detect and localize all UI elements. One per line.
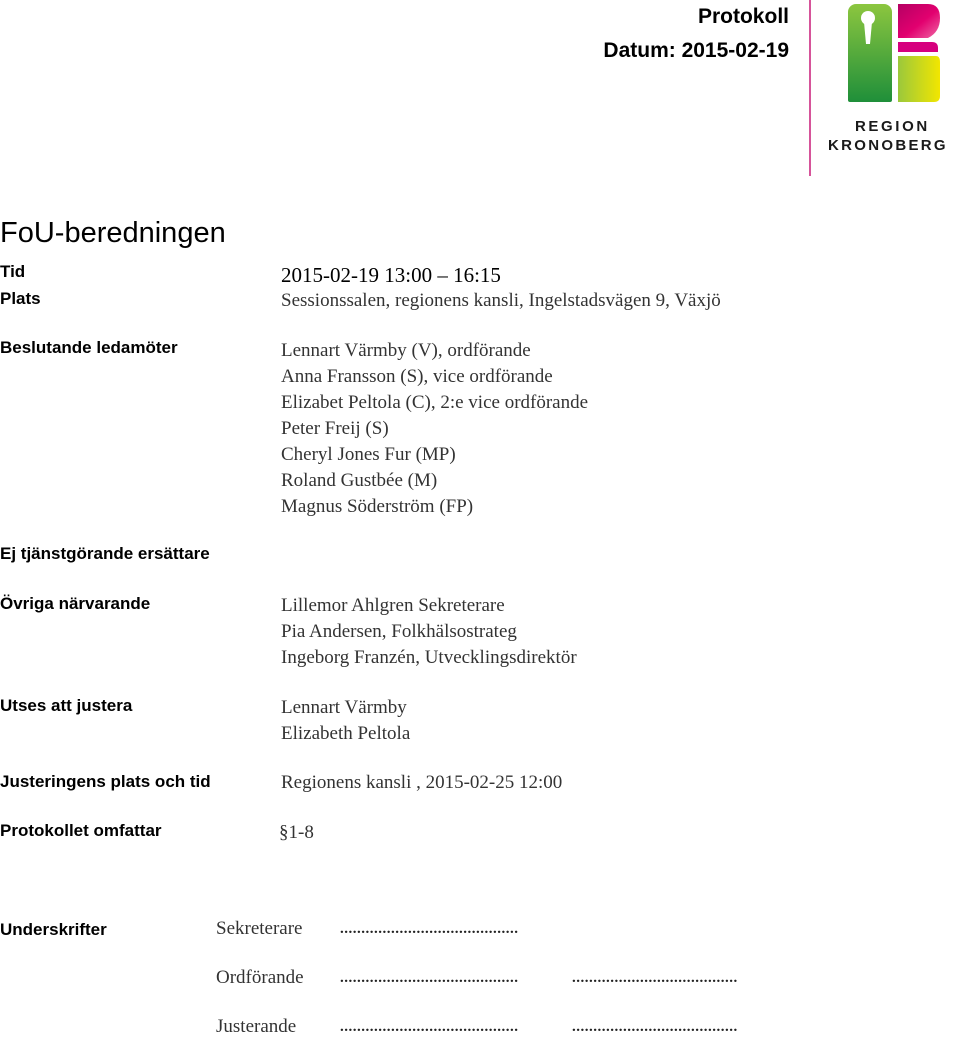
ovriga-list — [281, 593, 577, 671]
label-omfattar: Protokollet omfattar — [0, 821, 162, 840]
section-sign-icon: § — [279, 822, 289, 843]
label-ersattare: Ej tjänstgörande ersättare — [0, 544, 210, 563]
section-range: 1-8 — [288, 822, 314, 843]
value-tid: 2015-02-19 13:00 – 16:15 — [281, 263, 501, 287]
value-omfattar — [279, 820, 314, 846]
label-beslutande: Beslutande ledamöter — [0, 338, 178, 357]
adjuster-line: Lennart Värmby — [281, 697, 407, 718]
member-line: Anna Fransson (S), vice ordförande — [281, 366, 553, 387]
logo-wordmark — [828, 117, 960, 155]
member-line: Peter Freij (S) — [281, 418, 389, 439]
value-justering: Regionens kansli , 2015-02-25 12:00 — [281, 772, 563, 793]
signature-line: ....................................... — [572, 970, 738, 986]
logo-mark-icon — [828, 0, 960, 112]
justera-list — [281, 695, 410, 747]
member-line: Magnus Söderström (FP) — [281, 496, 474, 517]
member-line: Lennart Värmby (V), ordförande — [281, 340, 531, 361]
signature-role-sekreterare: Sekreterare — [216, 918, 303, 939]
attendee-line: Pia Andersen, Folkhälsostrateg — [281, 621, 517, 642]
header-divider — [809, 0, 811, 176]
signature-role-ordforande: Ordförande — [216, 967, 304, 988]
member-line: Roland Gustbée (M) — [281, 470, 438, 491]
signature-line: .......................................... — [340, 921, 519, 937]
member-line: Cheryl Jones Fur (MP) — [281, 444, 456, 465]
protocol-heading: Protokoll — [697, 5, 789, 28]
logo-line-region: REGION — [855, 118, 930, 135]
label-underskrifter: Underskrifter — [0, 920, 107, 939]
label-plats: Plats — [0, 289, 41, 308]
adjuster-line: Elizabeth Peltola — [281, 723, 411, 744]
logo-line-kronoberg: KRONOBERG — [828, 137, 948, 154]
label-justering: Justeringens plats och tid — [0, 772, 211, 791]
label-tid: Tid — [0, 262, 26, 281]
attendee-line: Lillemor Ahlgren Sekreterare — [281, 595, 505, 616]
signature-line: .......................................... — [340, 1019, 519, 1035]
protocol-date: Datum: 2015-02-19 — [603, 39, 789, 62]
signature-line: ....................................... — [572, 1019, 738, 1035]
label-justera: Utses att justera — [0, 696, 133, 715]
label-ovriga: Övriga närvarande — [0, 594, 151, 613]
signature-role-justerande: Justerande — [216, 1016, 297, 1037]
attendee-line: Ingeborg Franzén, Utvecklingsdirektör — [281, 647, 577, 668]
document-title: FoU-beredningen — [0, 217, 226, 249]
beslutande-list — [281, 338, 588, 520]
value-plats: Sessionssalen, regionens kansli, Ingelstadsvägen 9, Växjö — [281, 290, 721, 311]
signature-line: .......................................... — [340, 970, 519, 986]
member-line: Elizabet Peltola (C), 2:e vice ordförande — [281, 392, 589, 413]
